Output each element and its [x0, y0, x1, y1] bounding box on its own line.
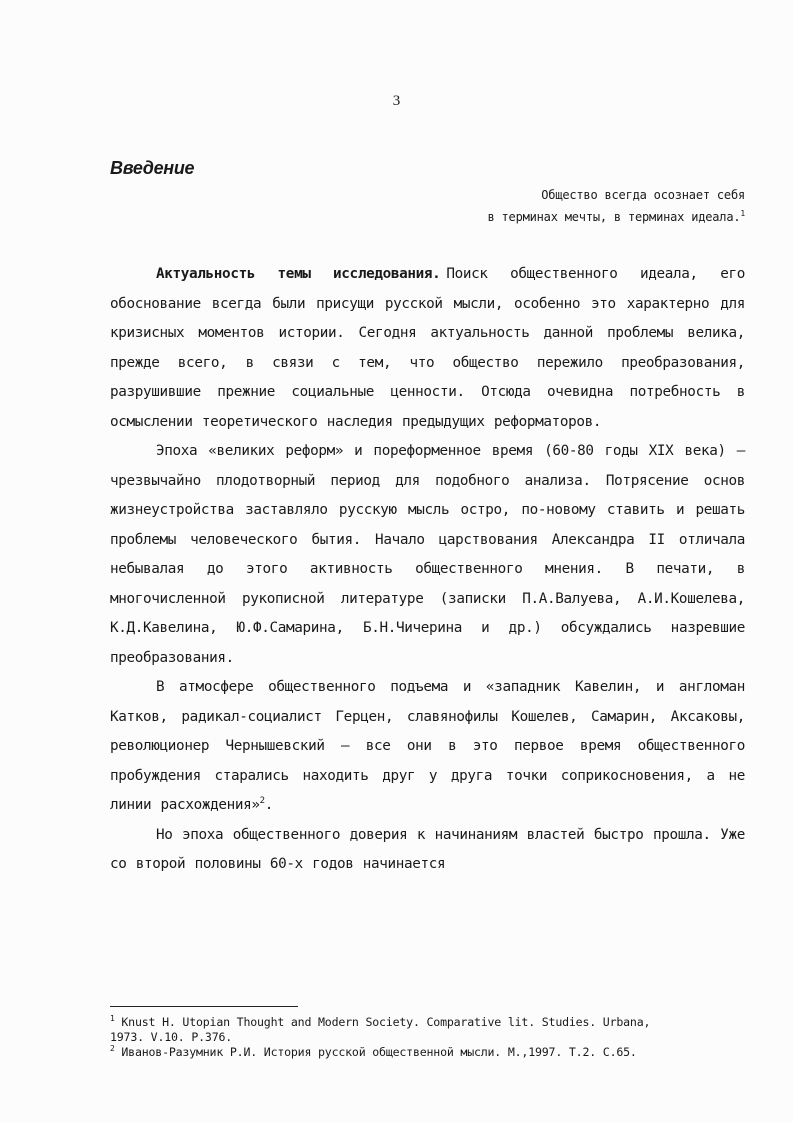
paragraph-tail: .: [264, 797, 273, 813]
footnote-1-continuation: 1973. V.10. P.376.: [110, 1030, 233, 1044]
paragraph-atmosphere: [110, 673, 745, 821]
footnote-1: [110, 1015, 750, 1030]
paragraph-relevance: [110, 260, 745, 437]
footnote-text: Иванов-Разумник Р.И. История русской общественной мысли. М.,1997. Т.2. С.65.: [121, 1045, 637, 1059]
page-number: 3: [392, 93, 401, 109]
epigraph-line-2-text: в терминах мечты, в терминах идеала.: [487, 210, 741, 224]
paragraph-text: Но эпоха общественного доверия к начинаниям властей быстро прошла. Уже со второй половины 60-х годов начинается: [110, 826, 745, 872]
epigraph: [487, 184, 745, 228]
footnote-text: Knust H. Utopian Thought and Modern Society. Comparative lit. Studies. Urbana,: [121, 1015, 651, 1029]
paragraph-text: В атмосфере общественного подъема и «западник Кавелин, и англоман Катков, радикал-социалист Герцен, славянофилы Кошелев, Самарин, Аксаковы, революционер Чернышевский — все они в это первое время общественного пробуждения старались находить друг у друга точки соприкосновения, а не линии расхождения»: [110, 679, 745, 813]
footnote-number: 1: [110, 1014, 115, 1024]
paragraph-era-of-trust: [110, 821, 745, 880]
epigraph-line-2: [487, 206, 745, 228]
footnote-2: [110, 1045, 750, 1060]
epigraph-line-1: Общество всегда осознает себя: [541, 188, 745, 202]
footnotes: [110, 1015, 750, 1060]
epigraph-note-ref: 1: [740, 209, 745, 218]
body-text: [110, 260, 745, 880]
paragraph-lead-bold: Актуальность темы исследования.: [156, 266, 441, 282]
footnote-divider: [110, 1006, 298, 1007]
paragraph-text: Поиск общественного идеала, его обоснование всегда были присущи русской мысли, особенно это характерно для кризисных моментов истории. Сегодня актуальность данной проблемы велика, прежде всего, в связи с тем, что общество пережило преобразования, разрушившие прежние социальные ценности. Отсюда очевидна потребность в осмыслении теоретического наследия предыдущих реформаторов.: [110, 266, 746, 430]
section-heading: Введение: [110, 158, 195, 178]
footnote-number: 2: [110, 1044, 115, 1054]
paragraph-great-reforms: [110, 437, 745, 673]
paragraph-text: Эпоха «великих реформ» и пореформенное время (60-80 годы XIX века) — чрезвычайно плодотворный период для подобного анализа. Потрясение основ жизнеустройства заставляло русскую мысль остро, по-новому ставить и решать проблемы человеческого бытия. Начало царствования Александра II отличала небывалая до этого активность общественного мнения. В печати, в многочисленной рукописной литературе (записки П.А.Валуева, А.И.Кошелева, К.Д.Кавелина, Ю.Ф.Самарина, Б.Н.Чичерина и др.) обсуждались назревшие преобразования.: [110, 443, 745, 666]
footnote-ref: 2: [259, 796, 265, 807]
